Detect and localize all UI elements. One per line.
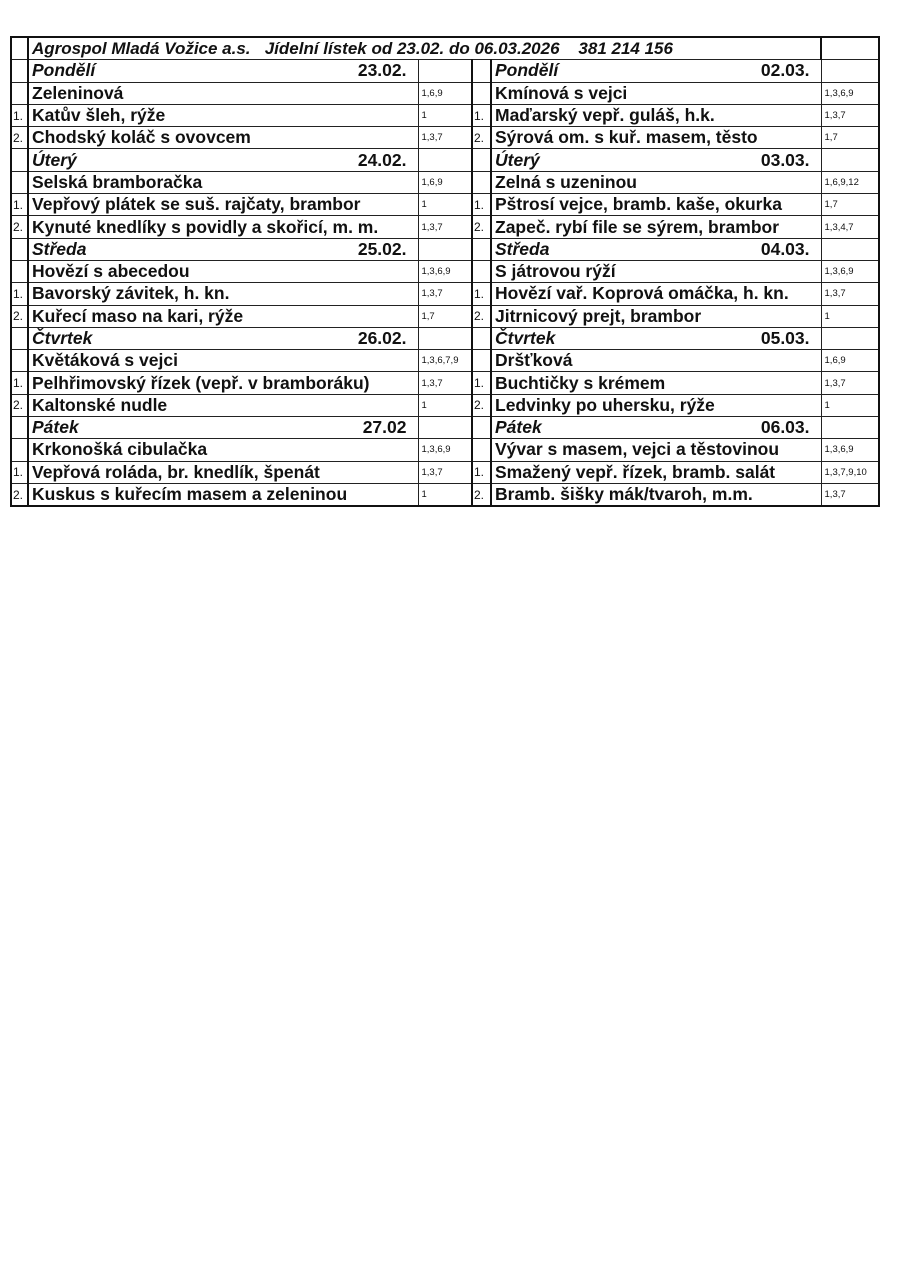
allergens: 1,3,7 xyxy=(418,461,472,483)
dish-row xyxy=(11,216,879,238)
dish-row xyxy=(11,283,879,305)
dish-name: Pštrosí vejce, bramb. kaše, okurka xyxy=(491,194,821,216)
allergens: 1,3,7 xyxy=(821,483,879,506)
num-cell xyxy=(472,149,491,171)
allergen-cell xyxy=(418,238,472,260)
day-header-cell xyxy=(491,417,821,439)
day-date: 05.03. xyxy=(760,328,810,348)
dish-number: 1. xyxy=(472,194,491,216)
dish-number: 1. xyxy=(11,194,28,216)
allergens: 1,3,7 xyxy=(821,283,879,305)
dish-name: Vývar s masem, vejci a těstovinou xyxy=(491,439,821,461)
menu-title xyxy=(28,37,821,60)
allergens: 1,3,4,7 xyxy=(821,216,879,238)
allergen-cell xyxy=(418,149,472,171)
dish-number: 2. xyxy=(11,127,28,149)
num-cell xyxy=(472,60,491,82)
header-spacer xyxy=(11,37,28,60)
dish-name: Kaltonské nudle xyxy=(28,394,418,416)
dish-row xyxy=(11,82,879,104)
dish-name: Buchtičky s krémem xyxy=(491,372,821,394)
allergen-cell xyxy=(418,417,472,439)
allergens: 1 xyxy=(821,394,879,416)
allergen-cell xyxy=(821,60,879,82)
day-header-cell xyxy=(491,238,821,260)
num-cell xyxy=(11,238,28,260)
allergens: 1,6,9 xyxy=(821,350,879,372)
allergens: 1,6,9 xyxy=(418,171,472,193)
dish-row xyxy=(11,372,879,394)
dish-name: Vepřový plátek se suš. rajčaty, brambor xyxy=(28,194,418,216)
allergens: 1,7 xyxy=(418,305,472,327)
day-date: 02.03. xyxy=(760,60,810,81)
dish-row xyxy=(11,461,879,483)
dish-number: 2. xyxy=(472,127,491,149)
allergens: 1,3,6,9 xyxy=(821,260,879,282)
day-header-cell xyxy=(28,327,418,349)
allergens: 1,3,7,9,10 xyxy=(821,461,879,483)
num-cell xyxy=(11,149,28,171)
dish-name: Selská bramboračka xyxy=(28,171,418,193)
dish-number xyxy=(472,350,491,372)
dish-number xyxy=(472,171,491,193)
dish-name: Vepřová roláda, br. knedlík, špenát xyxy=(28,461,418,483)
dish-name: S játrovou rýží xyxy=(491,260,821,282)
day-date: 03.03. xyxy=(760,149,810,170)
allergen-cell xyxy=(418,327,472,349)
allergens: 1,3,6,9 xyxy=(821,439,879,461)
dish-number: 1. xyxy=(11,283,28,305)
dish-name: Chodský koláč s ovovcem xyxy=(28,127,418,149)
num-cell xyxy=(11,327,28,349)
allergens: 1,3,7 xyxy=(418,216,472,238)
dish-name: Zapeč. rybí file se sýrem, brambor xyxy=(491,216,821,238)
allergens: 1,3,7 xyxy=(821,372,879,394)
day-date: 26.02. xyxy=(357,328,407,348)
dish-number: 2. xyxy=(472,305,491,327)
dish-name: Zelná s uzeninou xyxy=(491,171,821,193)
dish-row xyxy=(11,194,879,216)
day-name: Pondělí xyxy=(32,60,96,81)
allergen-cell xyxy=(418,60,472,82)
dish-number: 1. xyxy=(472,283,491,305)
dish-row xyxy=(11,305,879,327)
allergens: 1,3,6,9 xyxy=(418,439,472,461)
day-row xyxy=(11,417,879,439)
num-cell xyxy=(11,60,28,82)
dish-number: 1. xyxy=(11,372,28,394)
dish-name: Krkonošká cibulačka xyxy=(28,439,418,461)
day-header-cell xyxy=(491,327,821,349)
allergens: 1,7 xyxy=(821,127,879,149)
dish-number xyxy=(472,260,491,282)
dish-row xyxy=(11,350,879,372)
allergen-cell xyxy=(821,238,879,260)
dish-number xyxy=(472,439,491,461)
allergens: 1 xyxy=(418,104,472,126)
header-empty-cell xyxy=(821,37,879,60)
dish-number: 2. xyxy=(11,394,28,416)
dish-row xyxy=(11,439,879,461)
dish-name: Bavorský závitek, h. kn. xyxy=(28,283,418,305)
dish-name: Smažený vepř. řízek, bramb. salát xyxy=(491,461,821,483)
dish-name: Zeleninová xyxy=(28,82,418,104)
dish-number: 2. xyxy=(11,305,28,327)
day-header-cell xyxy=(491,149,821,171)
dish-name: Bramb. šišky mák/tvaroh, m.m. xyxy=(491,483,821,506)
allergens: 1,6,9,12 xyxy=(821,171,879,193)
dish-name: Kynuté knedlíky s povidly a skořicí, m. m. xyxy=(28,216,418,238)
dish-number: 2. xyxy=(11,216,28,238)
dish-name: Maďarský vepř. guláš, h.k. xyxy=(491,104,821,126)
day-name: Čtvrtek xyxy=(495,328,556,348)
day-name: Úterý xyxy=(495,149,540,170)
dish-row xyxy=(11,171,879,193)
dish-name: Kuřecí maso na kari, rýže xyxy=(28,305,418,327)
allergens: 1,3,6,9 xyxy=(821,82,879,104)
menu-table xyxy=(10,36,880,507)
dish-number xyxy=(11,171,28,193)
dish-number xyxy=(11,260,28,282)
dish-row xyxy=(11,260,879,282)
dish-name: Květáková s vejci xyxy=(28,350,418,372)
day-row xyxy=(11,238,879,260)
dish-name: Sýrová om. s kuř. masem, těsto xyxy=(491,127,821,149)
day-date: 23.02. xyxy=(357,60,407,81)
day-name: Čtvrtek xyxy=(32,328,93,348)
dish-row xyxy=(11,104,879,126)
day-header-cell xyxy=(28,238,418,260)
dish-number: 2. xyxy=(11,483,28,506)
allergens: 1,3,7 xyxy=(418,372,472,394)
dish-number: 1. xyxy=(472,104,491,126)
dish-name: Kuskus s kuřecím masem a zeleninou xyxy=(28,483,418,506)
dish-number xyxy=(11,82,28,104)
allergens: 1 xyxy=(418,194,472,216)
day-date: 25.02. xyxy=(357,238,407,259)
allergens: 1,3,6,7,9 xyxy=(418,350,472,372)
dish-name: Dršťková xyxy=(491,350,821,372)
day-name: Pátek xyxy=(32,417,79,438)
day-date: 04.03. xyxy=(760,238,810,259)
dish-name: Hovězí vař. Koprová omáčka, h. kn. xyxy=(491,283,821,305)
dish-number: 1. xyxy=(11,461,28,483)
header-row xyxy=(11,37,879,60)
allergen-cell xyxy=(821,149,879,171)
day-name: Pátek xyxy=(495,417,542,438)
day-row xyxy=(11,327,879,349)
dish-name: Kmínová s vejci xyxy=(491,82,821,104)
dish-row xyxy=(11,127,879,149)
dish-number: 1. xyxy=(472,372,491,394)
allergens: 1,3,6,9 xyxy=(418,260,472,282)
day-name: Středa xyxy=(32,238,87,259)
dish-name: Ledvinky po uhersku, rýže xyxy=(491,394,821,416)
allergens: 1,3,7 xyxy=(418,127,472,149)
dish-number: 1. xyxy=(11,104,28,126)
dish-number xyxy=(11,439,28,461)
dish-name: Hovězí s abecedou xyxy=(28,260,418,282)
day-name: Středa xyxy=(495,238,550,259)
dish-row xyxy=(11,394,879,416)
num-cell xyxy=(472,417,491,439)
day-name: Úterý xyxy=(32,149,77,170)
day-date: 24.02. xyxy=(357,149,407,170)
dish-name: Jitrnicový prejt, brambor xyxy=(491,305,821,327)
menu-title-text: Agrospol Mladá Vožice a.s. Jídelní lístek od 23.02. do 06.03.2026 381 214 156 xyxy=(32,38,673,58)
dish-name: Pelhřimovský řízek (vepř. v bramboráku) xyxy=(28,372,418,394)
num-cell xyxy=(11,417,28,439)
allergens: 1 xyxy=(821,305,879,327)
day-header-cell xyxy=(28,60,418,82)
dish-number: 2. xyxy=(472,394,491,416)
allergens: 1 xyxy=(418,483,472,506)
day-date: 06.03. xyxy=(760,417,810,438)
day-header-cell xyxy=(491,60,821,82)
dish-row xyxy=(11,483,879,506)
allergens: 1,6,9 xyxy=(418,82,472,104)
day-header-cell xyxy=(28,149,418,171)
day-row xyxy=(11,60,879,82)
num-cell xyxy=(472,238,491,260)
day-date: 27.02 xyxy=(362,417,407,438)
dish-name: Katův šleh, rýže xyxy=(28,104,418,126)
dish-number: 2. xyxy=(472,216,491,238)
allergens: 1,3,7 xyxy=(821,104,879,126)
dish-number: 1. xyxy=(472,461,491,483)
day-header-cell xyxy=(28,417,418,439)
day-name: Pondělí xyxy=(495,60,559,81)
allergen-cell xyxy=(821,327,879,349)
allergens: 1 xyxy=(418,394,472,416)
num-cell xyxy=(472,327,491,349)
allergens: 1,7 xyxy=(821,194,879,216)
dish-number xyxy=(472,82,491,104)
day-row xyxy=(11,149,879,171)
allergens: 1,3,7 xyxy=(418,283,472,305)
dish-number: 2. xyxy=(472,483,491,506)
allergen-cell xyxy=(821,417,879,439)
dish-number xyxy=(11,350,28,372)
